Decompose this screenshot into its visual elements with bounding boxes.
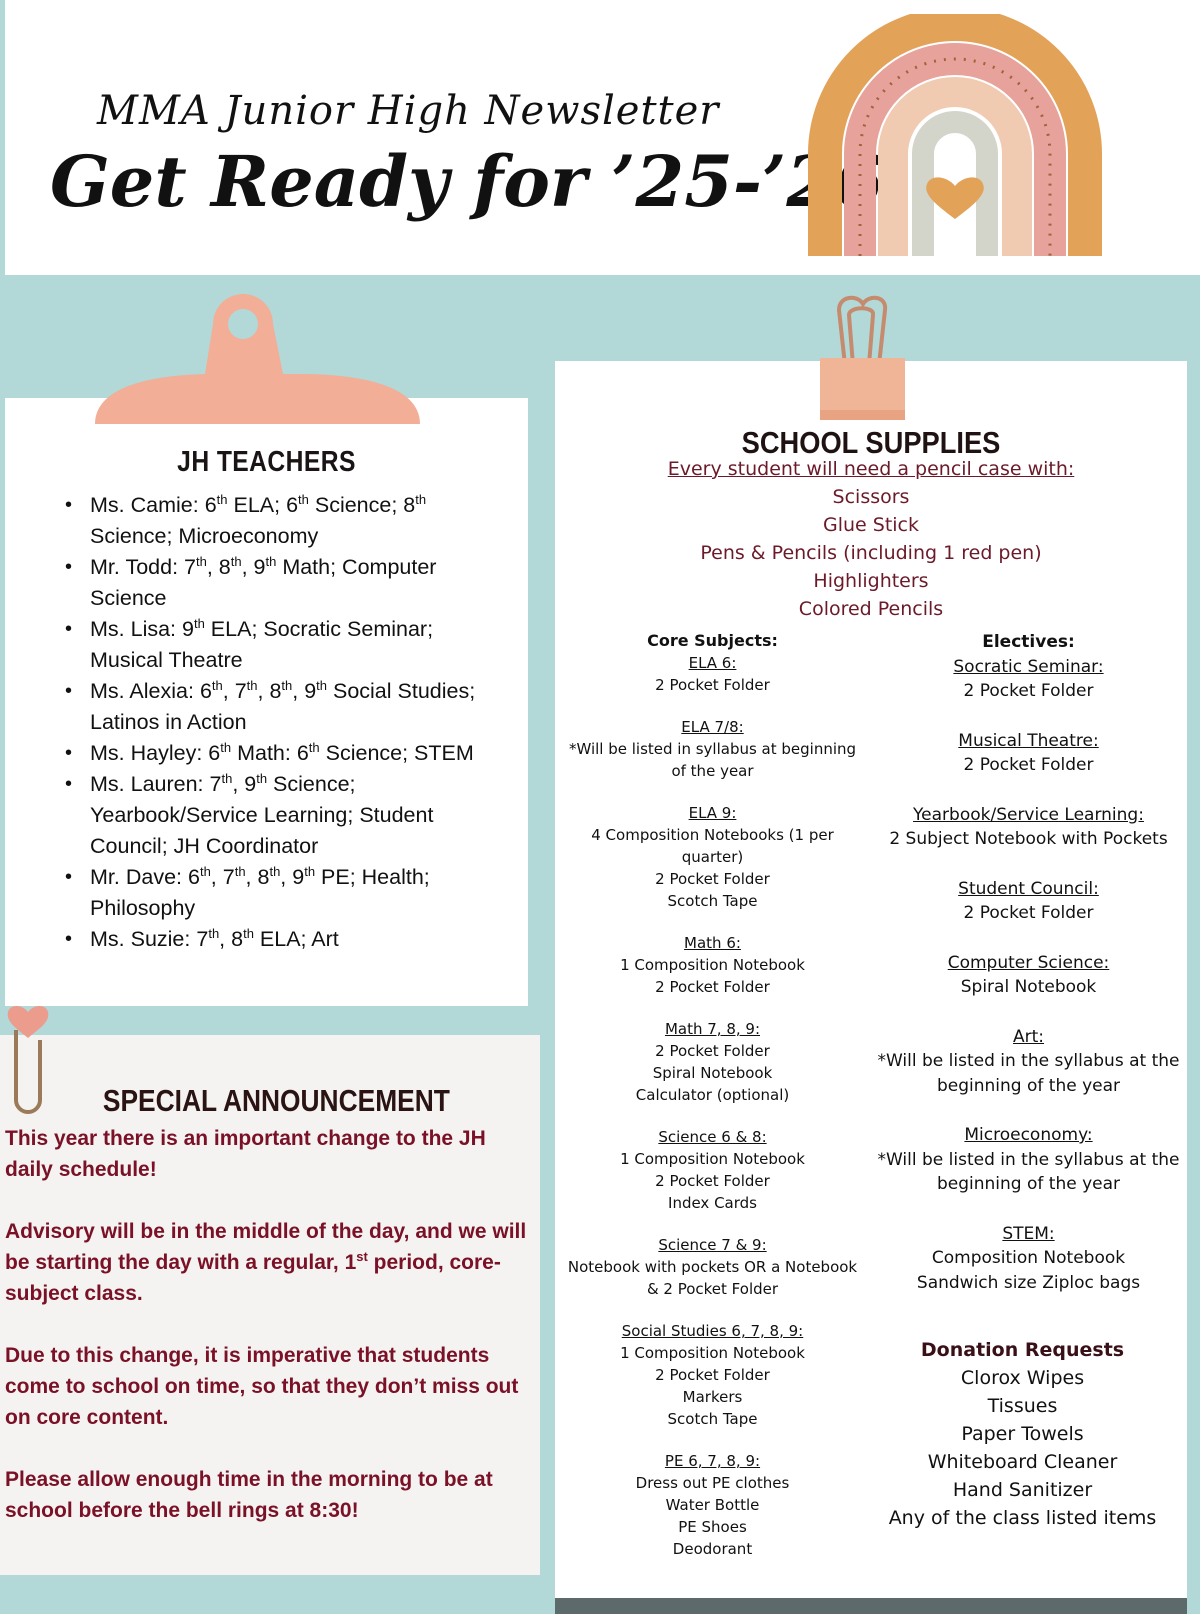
core-subjects-heading: Core Subjects: — [647, 631, 778, 650]
supply-block: Microeconomy: *Will be listed in the syllabus at the beginning of the year — [877, 1125, 1180, 1194]
clipboard-clip-icon — [85, 294, 430, 444]
list-item: Tissues — [987, 1395, 1058, 1417]
announcement-paragraph: Due to this change, it is imperative that students come to school on time, so that they don’t miss out on core content. — [5, 1344, 519, 1429]
announcement-card — [0, 1035, 540, 1575]
supply-block: ELA 9: 4 Composition Notebooks (1 per quarter) 2 Pocket Folder Scotch Tape — [591, 804, 834, 910]
list-item: • Mr. Dave: 6th, 7th, 8th, 9th PE; Health; Philosophy — [90, 862, 490, 924]
announcement-paragraph: Please allow enough time in the morning to be at school before the bell rings at 8:30! — [5, 1468, 493, 1522]
announcement-heading: SPECIAL ANNOUNCEMENT — [102, 1083, 450, 1118]
supply-block: Math 6: 1 Composition Notebook 2 Pocket Folder — [620, 934, 805, 996]
newsletter-subtitle: MMA Junior High Newsletter — [97, 88, 720, 134]
supply-block: Socratic Seminar: 2 Pocket Folder — [953, 656, 1104, 701]
teachers-list — [90, 490, 490, 955]
supply-block: PE 6, 7, 8, 9: Dress out PE clothes Water Bottle PE Shoes Deodorant — [635, 1452, 790, 1558]
supply-block: Math 7, 8, 9: 2 Pocket Folder Spiral Notebook Calculator (optional) — [635, 1020, 790, 1104]
list-item: • Ms. Lauren: 7th, 9th Science; Yearbook/Service Learning; Student Council; JH Coordinator — [90, 769, 490, 862]
binder-clip-icon — [815, 290, 910, 426]
pencil-case-intro: Every student will need a pencil case with: — [667, 458, 1075, 480]
supply-block: Student Council: 2 Pocket Folder — [958, 878, 1099, 923]
list-item: Colored Pencils — [798, 598, 944, 620]
supplies-heading: SCHOOL SUPPLIES — [741, 425, 1001, 460]
supply-block: Social Studies 6, 7, 8, 9: 1 Composition Notebook 2 Pocket Folder Markers Scotch Tape — [620, 1322, 805, 1428]
supply-block: Art: *Will be listed in the syllabus at the beginning of the year — [877, 1026, 1180, 1096]
list-item: Any of the class listed items — [888, 1507, 1157, 1529]
list-item: Clorox Wipes — [960, 1367, 1085, 1389]
list-item: Paper Towels — [961, 1423, 1084, 1445]
newsletter-title: Get Ready for ’25-’26 — [50, 140, 884, 223]
list-item: Highlighters — [813, 570, 929, 592]
list-item: • Ms. Camie: 6th ELA; 6th Science; 8th Science; Microeconomy — [90, 490, 490, 552]
teachers-card — [5, 398, 528, 1006]
supply-block: Science 6 & 8: 1 Composition Notebook 2 Pocket Folder Index Cards — [620, 1128, 805, 1212]
supplies-card — [555, 361, 1187, 1614]
rainbow-icon — [805, 14, 1105, 264]
announcement-paragraph: Advisory will be in the middle of the day, and we will be starting the day with a regular, 1st period, core-subject class. — [5, 1220, 527, 1305]
supply-block: Musical Theatre: 2 Pocket Folder — [958, 730, 1099, 775]
electives-heading: Electives: — [982, 632, 1075, 652]
list-item: Pens & Pencils (including 1 red pen) — [700, 542, 1042, 564]
supply-block: ELA 7/8: *Will be listed in syllabus at beginning of the year — [568, 718, 857, 780]
supply-block: STEM: Composition Notebook Sandwich size Ziploc bags — [916, 1223, 1141, 1293]
list-item: • Ms. Suzie: 7th, 8th ELA; Art — [90, 924, 490, 955]
header-banner — [5, 0, 1200, 275]
list-item: • Mr. Todd: 7th, 8th, 9th Math; Computer Science — [90, 552, 490, 614]
list-item: • Ms. Hayley: 6th Math: 6th Science; STEM — [90, 738, 490, 769]
list-item: Glue Stick — [822, 514, 919, 536]
list-item: Scissors — [832, 486, 910, 508]
core-subjects-column — [555, 630, 870, 1580]
list-item: • Ms. Lisa: 9th ELA; Socratic Seminar; Musical Theatre — [90, 614, 490, 676]
electives-column — [870, 630, 1187, 1320]
announcement-body — [5, 1123, 530, 1557]
divider — [555, 1598, 1187, 1614]
pencil-case-list — [555, 455, 1187, 623]
supply-block: ELA 6: 2 Pocket Folder — [655, 654, 770, 694]
paperclip-heart-icon — [0, 1000, 70, 1125]
supply-block: Science 7 & 9: Notebook with pockets OR a Notebook & 2 Pocket Folder — [567, 1236, 858, 1298]
supply-block: Computer Science: Spiral Notebook — [947, 952, 1110, 997]
supply-block: Yearbook/Service Learning: 2 Subject Notebook with Pockets — [889, 804, 1168, 849]
announcement-paragraph: This year there is an important change to the JH daily schedule! — [5, 1127, 486, 1181]
list-item: • Ms. Alexia: 6th, 7th, 8th, 9th Social Studies; Latinos in Action — [90, 676, 490, 738]
donation-requests — [870, 1336, 1175, 1532]
list-item: Hand Sanitizer — [952, 1479, 1093, 1501]
donation-heading: Donation Requests — [920, 1339, 1125, 1361]
teachers-heading: JH TEACHERS — [177, 446, 356, 478]
list-item: Whiteboard Cleaner — [927, 1451, 1118, 1473]
